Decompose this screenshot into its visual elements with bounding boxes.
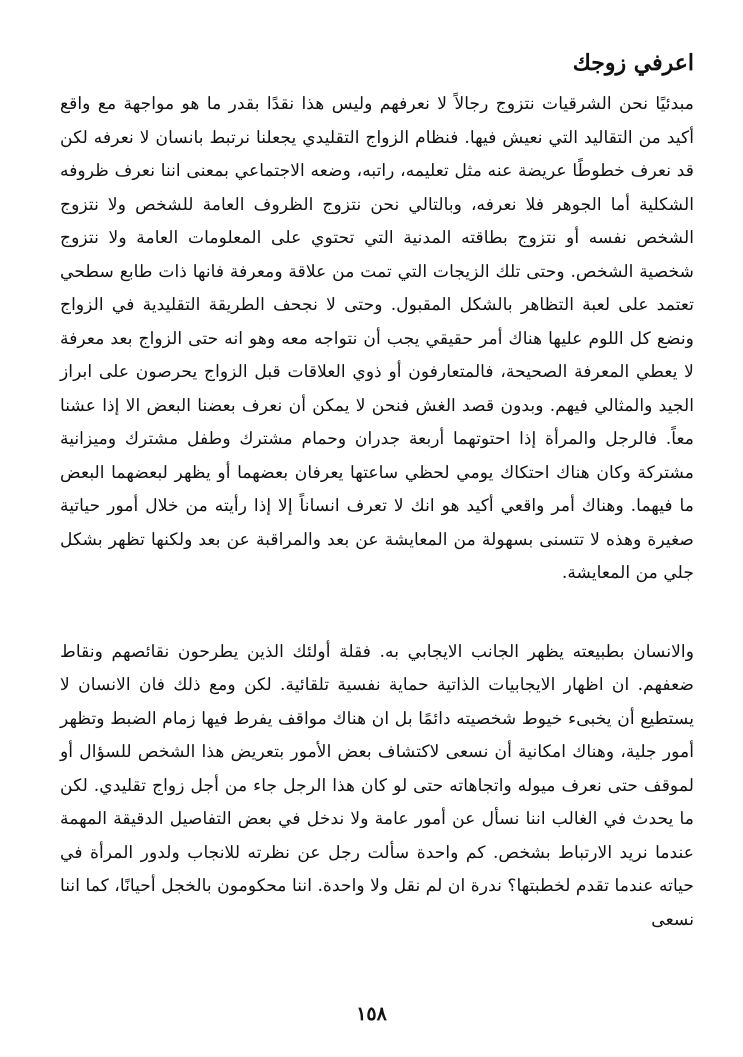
paragraph-2: والانسان بطبيعته يظهر الجانب الايجابي به. فقلة أولئك الذين يطرحون نقائصهم ونقاط ضعفهم. ان اظهار الايجابيات الذاتية حماية نفسية تلقائية. لكن ومع ذلك فان الانسان لا يستطيع أن يخبىء خيوط شخصيته دائمًا بل ان هناك مواقف يفرط فيها زمام الضبط وتظهر أمور جلية، وهناك امكانية أن نسعى لاكتشاف بعض الأمور بتعريض هذا الشخص للسؤال أو لموقف حتى نعرف ميوله واتجاهاته حتى لو كان هذا الرجل جاء من أجل زواج تقليدي. لكن ما يحدث في الغالب اننا نسأل عن أمور عامة ولا ندخل في بعض التفاصيل الدقيقة المهمة عندما نريد الارتباط بشخص. كم واحدة سألت رجل عن نظرته للانجاب ولدور المرأة في حياته عندما تقدم لخطبتها؟ ندرة ان لم نقل ولا واحدة. اننا محكومون بالخجل أحيانًا، كما اننا نسعى <box>60 641 694 930</box>
paragraph-1: مبدئيًا نحن الشرقيات نتزوج رجالاً لا نعرفهم وليس هذا نقدًا بقدر ما هو مواجهة مع واقع أكيد من التقاليد التي نعيش فيها. فنظام الزواج التقليدي يجعلنا نرتبط بانسان لا نعرفه لكن قد نعرف خطوطًا عريضة عنه مثل تعليمه، راتبه، وضعه الاجتماعي بمعنى اننا نعرف ظروفه الشكلية أما الجوهر فلا نعرفه، وبالتالي نحن نتزوج الظروف العامة للشخص ولا نتزوج الشخص نفسه أو نتزوج بطاقته المدنية التي تحتوي على المعلومات العامة ولا نتزوج شخصية الشخص. وحتى تلك الزيجات التي تمت من علاقة ومعرفة فانها ذات طابع سطحي تعتمد على لعبة التظاهر بالشكل المقبول. وحتى لا نجحف الطريقة التقليدية في الزواج ونضع كل اللوم عليها هناك أمر حقيقي يجب أن نتواجه معه وهو انه حتى الزواج بعد معرفة لا يعطي المعرفة الصحيحة، فالمتعارفون أو ذوي العلاقات قبل الزواج يحرصون على ابراز الجيد والمثالي فيهم. وبدون قصد الغش فنحن لا يمكن أن نعرف بعضنا البعض الا إذا عشنا معاً. فالرجل والمرأة إذا احتوتهما أربعة جدران وحمام مشترك وطفل مشترك وميزانية مشتركة وكان هناك احتكاك يومي لحظي ساعتها يعرفان بعضهما أو يظهر لبعضهما البعض ما فيهما. وهناك أمر واقعي أكيد هو انك لا تعرف انساناً إلا إذا رأيته من خلال أمور حياتية صغيرة وهذه لا تتسنى بسهولة من المعايشة عن بعد والمراقبة عن بعد ولكنها تظهر بشكل جلي من المعايشة. <box>60 94 694 583</box>
book-page <box>60 48 694 1028</box>
chapter-title: اعرفي زوجك <box>572 50 694 76</box>
page-number: ١٥٨ <box>356 1003 387 1025</box>
paragraph-gap <box>60 591 694 636</box>
